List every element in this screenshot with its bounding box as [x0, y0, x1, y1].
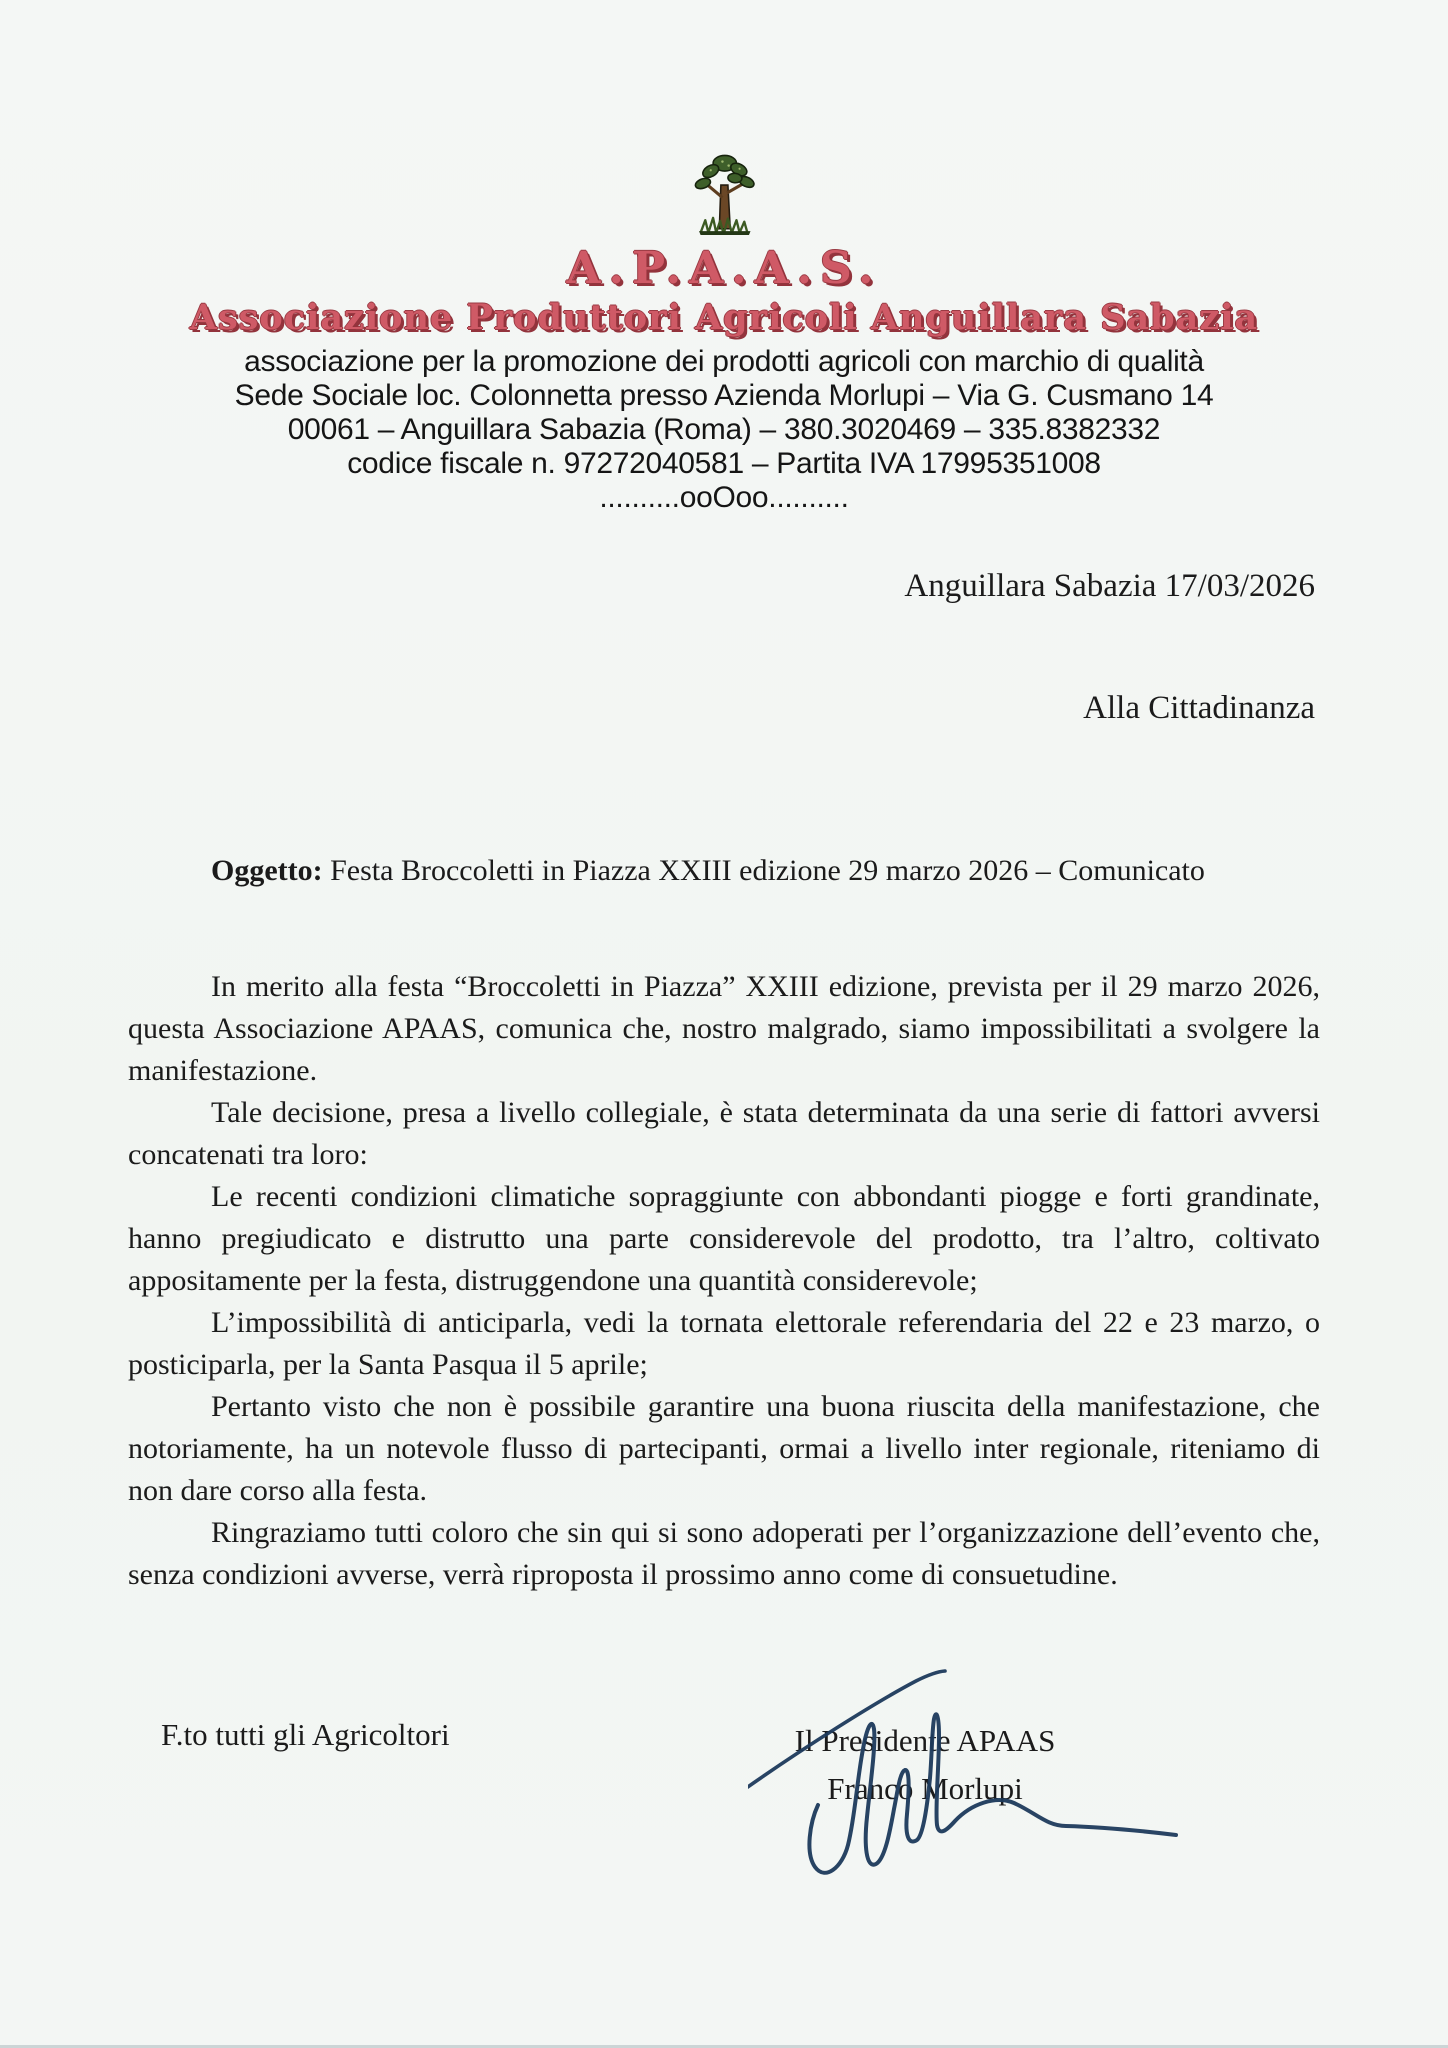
body-paragraph: Ringraziamo tutti coloro che sin qui si sono adoperati per l’organizzazione dell’evento che, senza condizioni avverse, verrà riproposta il prossimo anno come di consuetudine. — [128, 1516, 1320, 1591]
signature-scribble-icon — [748, 1618, 1248, 1950]
recipient: Alla Cittadinanza — [1083, 690, 1315, 726]
address-line-1: Sede Sociale loc. Colonnetta presso Azienda Morlupi – Via G. Cusmano 14 — [234, 379, 1214, 412]
signature-left: F.to tutti gli Agricoltori — [161, 1717, 450, 1752]
body-paragraph: Pertanto visto che non è possibile garantire una buona riuscita della manifestazione, che notoriamente, ha un notevole flusso di partecipanti, ormai a livello inter regionale, riteniamo di non dare corso alla festa. — [128, 1390, 1320, 1507]
association-name: Associazione Produttori Agricoli Anguillara Sabazia — [189, 297, 1259, 338]
body-paragraph: Tale decisione, presa a livello collegiale, è stata determinata da una serie di fattori avversi concatenati tra loro: — [128, 1096, 1320, 1171]
address-line-2: 00061 – Anguillara Sabazia (Roma) – 380.3020469 – 335.8382332 — [287, 413, 1161, 446]
fiscal-code-line: codice fiscale n. 97272040581 – Partita IVA 17995351008 — [347, 447, 1101, 480]
letter-body — [128, 966, 1320, 1596]
subject-block — [128, 850, 1320, 892]
signature-title: Il Presidente APAAS — [794, 1723, 1056, 1758]
ooo-divider: ..........ooOoo.......... — [599, 481, 849, 514]
place-date: Anguillara Sabazia 17/03/2026 — [904, 568, 1315, 604]
apaas-acronym: A.P.A.A.S. — [566, 243, 882, 294]
tree-icon — [685, 152, 763, 240]
body-paragraph: L’impossibilità di anticiparla, vedi la tornata elettorale referendaria del 22 e 23 marzo, o posticiparla, per la Santa Pasqua il 5 aprile; — [128, 1306, 1320, 1381]
body-paragraph: In merito alla festa “Broccoletti in Piazza” XXIII edizione, prevista per il 29 marzo 2026, questa Associazione APAAS, comunica che, nostro malgrado, siamo impossibilitati a svolgere la manifestazione. — [128, 970, 1320, 1087]
association-subtitle: associazione per la promozione dei prodotti agricoli con marchio di qualità — [244, 345, 1204, 378]
subject-line — [128, 850, 1320, 892]
letterhead — [0, 152, 1448, 515]
signature-name: Franco Morlupi — [827, 1771, 1023, 1806]
body-paragraph: Le recenti condizioni climatiche sopraggiunte con abbondanti piogge e forti grandinate, hanno pregiudicato e distrutto una parte considerevole del prodotto, tra l’altro, coltivato appositamente per la festa, distruggendone una quantità considerevole; — [128, 1180, 1320, 1297]
subject-text: Festa Broccoletti in Piazza XXIII edizione 29 marzo 2026 – Comunicato — [330, 854, 1205, 887]
subject-label: Oggetto: — [211, 854, 323, 887]
